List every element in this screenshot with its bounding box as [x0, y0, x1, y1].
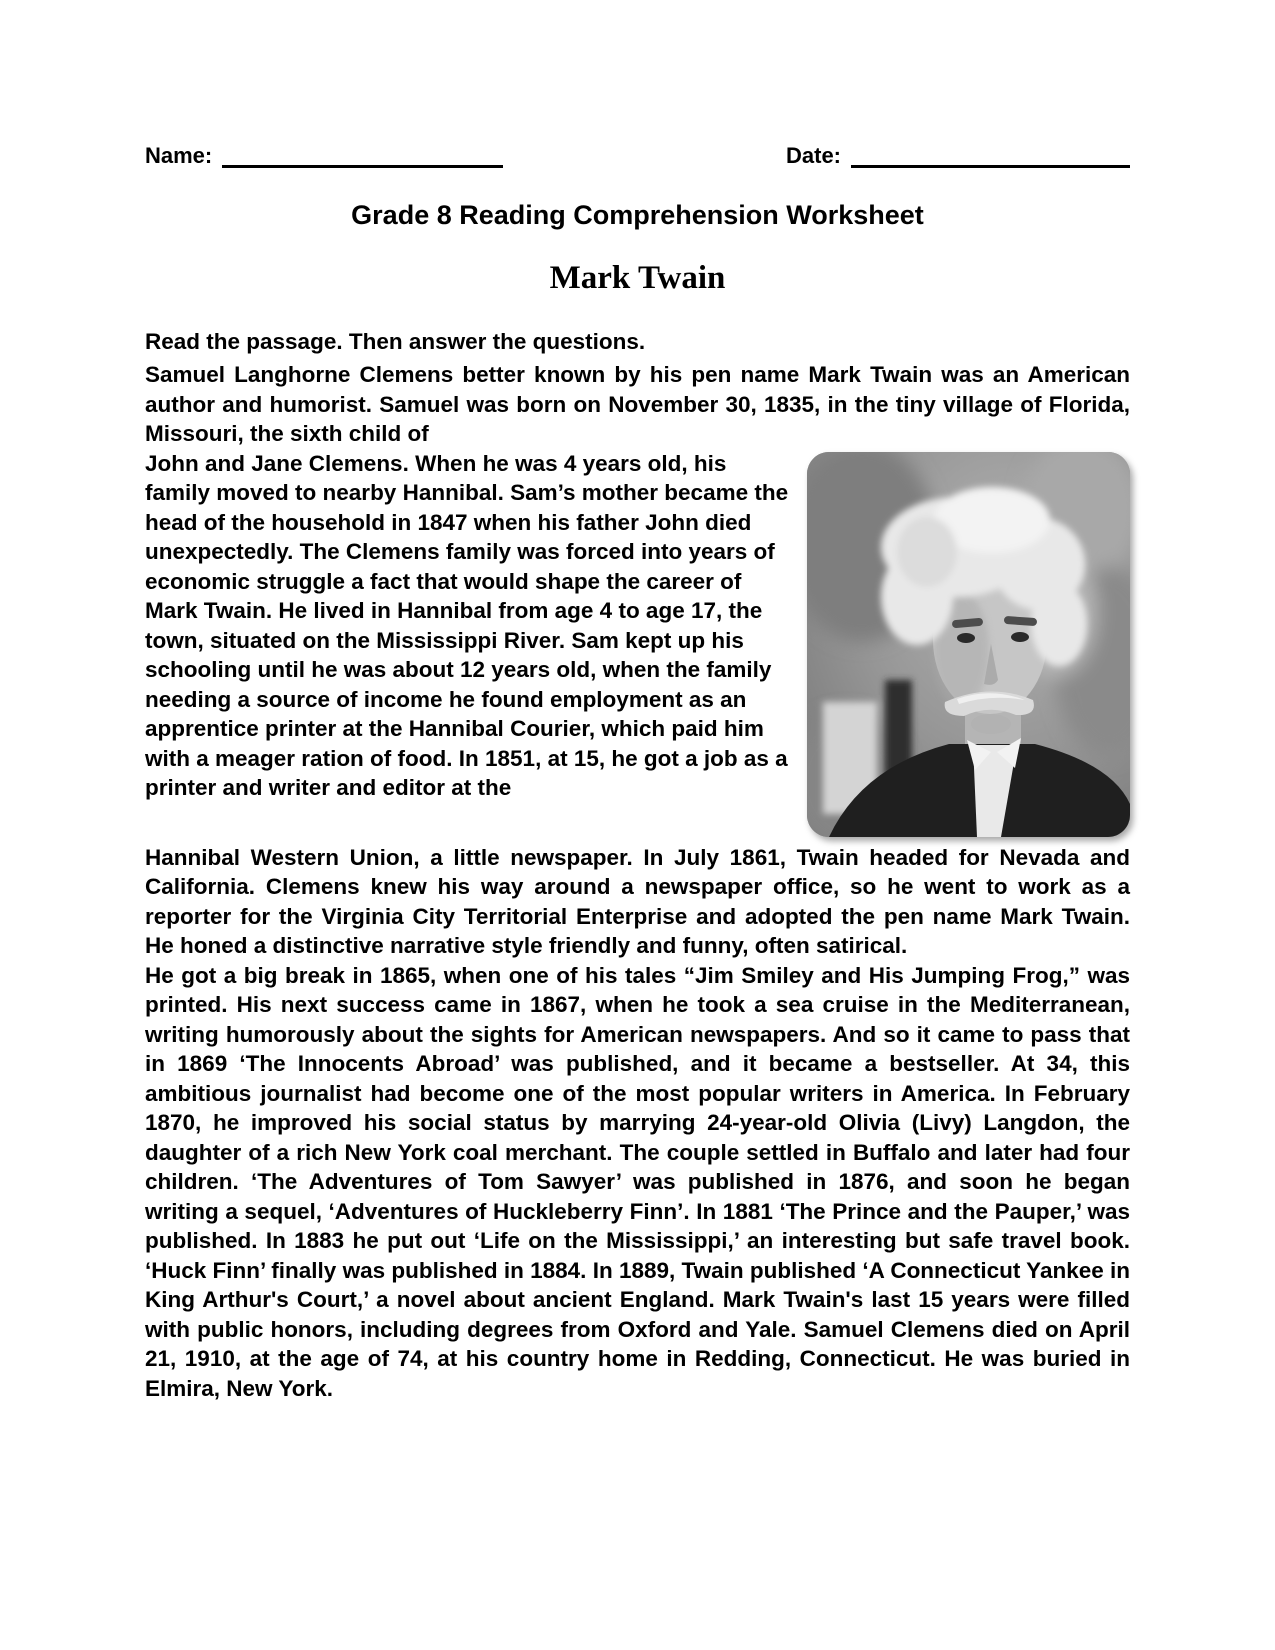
passage-title: Mark Twain	[549, 260, 726, 296]
name-label: Name:	[145, 143, 213, 168]
date-blank-line[interactable]	[851, 144, 1130, 168]
passage-wrap-section	[145, 449, 1130, 843]
mark-twain-portrait-graphic	[807, 452, 1130, 837]
name-blank-line[interactable]	[222, 144, 503, 168]
date-field	[786, 143, 1130, 168]
instructions-text: Read the passage. Then answer the questions.	[145, 329, 646, 354]
name-date-row	[145, 143, 1130, 168]
passage-paragraph-1-wrapped: John and Jane Clemens. When he was 4 years old, his family moved to nearby Hannibal. Sam’s mother became the head of the household in 1847 when his father John died unexpectedly. The Clemens family was forced into years of economic struggle a fact that would shape the career of Mark Twain. He lived in Hannibal from age 4 to age 17, the town, situated on the Mississippi River. Sam kept up his schooling until he was about 12 years old, when the family needing a source of income he found employment as an apprentice printer at the Hannibal Courier, which paid him with a meager ration of food. In 1851, at 15, he got a job as a printer and writer and editor at the	[145, 450, 789, 800]
passage	[145, 360, 1130, 1403]
passage-paragraph-1-lead: Samuel Langhorne Clemens better known by his pen name Mark Twain was an American author and humorist. Samuel was born on November 30, 1835, in the tiny village of Florida, Missouri, the sixth child of	[145, 362, 1130, 446]
page-title: Grade 8 Reading Comprehension Worksheet	[351, 200, 924, 230]
date-label: Date:	[786, 143, 842, 168]
name-field	[145, 143, 503, 168]
mark-twain-photo	[807, 452, 1130, 837]
passage-paragraph-1-tail: Hannibal Western Union, a little newspaper. In July 1861, Twain headed for Nevada and California. Clemens knew his way around a newspaper office, so he went to work as a reporter for the Virginia City Territorial Enterprise and adopted the pen name Mark Twain. He honed a distinctive narrative style friendly and funny, often satirical.	[145, 844, 1130, 958]
passage-paragraph-2: He got a big break in 1865, when one of his tales “Jim Smiley and His Jumping Frog,” was printed. His next success came in 1867, when he took a sea cruise in the Mediterranean, writing humorously about the sights for American newspapers. And so it came to pass that in 1869 ‘The Innocents Abroad’ was published, and it became a bestseller. At 34, this ambitious journalist had become one of the most popular writers in America. In February 1870, he improved his social status by marrying 24-year-old Olivia (Livy) Langdon, the daughter of a rich New York coal merchant. The couple settled in Buffalo and later had four children. ‘The Adventures of Tom Sawyer’ was published in 1876, and soon he began writing a sequel, ‘Adventures of Huckleberry Finn’. In 1881 ‘The Prince and the Pauper,’ was published. In 1883 he put out ‘Life on the Mississippi,’ an interesting but safe travel book. ‘Huck Finn’ finally was published in 1884. In 1889, Twain published ‘A Connecticut Yankee in King Arthur's Court,’ a novel about ancient England. Mark Twain's last 15 years were filled with public honors, including degrees from Oxford and Yale. Samuel Clemens died on April 21, 1910, at the age of 74, at his country home in Redding, Connecticut. He was buried in Elmira, New York.	[145, 962, 1130, 1401]
